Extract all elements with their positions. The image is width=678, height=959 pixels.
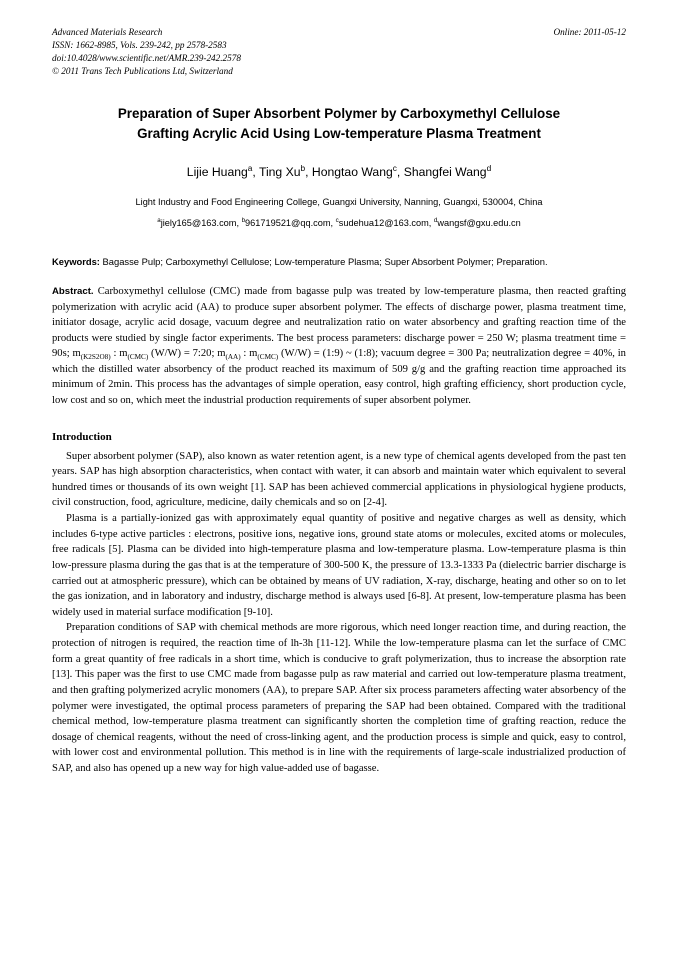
page-header bbox=[52, 26, 626, 78]
intro-paragraph-2: Plasma is a partially-ionized gas with approximately equal quantity of positive and negative charges as well as density, which includes 6-type active particles : electrons, positive ions, negative ions, ground state atoms or molecules, excited atoms or molecules, free radicals [5]. Plasma can be divided into high-temperature plasma and low-temperature plasma. Low-temperature plasma is thin low-pressure plasma during the gas that is at the temperature of 300-500 K, the pressure of 13.3-1333 Pa (dielectric barrier discharge is carried out at atmospheric pressure), which can be obtained by means of UV radiation, X-ray, discharge, heating and other so on to let the gas ionization, and in laboratory and industry, discharge method is always used [6-8]. At present, low-temperature plasma has been widely used in material surface modification [9-10]. bbox=[52, 513, 626, 618]
abstract-block bbox=[52, 284, 626, 409]
abstract-subscript-4: (CMC) bbox=[257, 353, 279, 362]
author-affil-mark: b bbox=[300, 163, 306, 174]
abstract-text-2: : m bbox=[110, 348, 128, 360]
abstract-text-5: (W/W) = (1:9) ~ (1:8); vacuum degree = 300 Pa; neutralization degree = 40%, in which the distilled water absorbency of the product reached its maximum of 509 g/g and the grafting reaction time approached its minimum of 2min. This process has the advantages of simple operation, easy control, high grafting efficiency, short production cycle, low cost and so on, which meet the industrial production requirements of super absorbent polymer. bbox=[52, 348, 626, 406]
online-date: Online: 2011-05-12 bbox=[553, 27, 626, 37]
author-name: Hongtao Wang bbox=[311, 165, 393, 180]
author-affil-mark: a bbox=[247, 163, 253, 174]
keywords-label: Keywords: bbox=[52, 255, 100, 267]
author-name: Lijie Huang bbox=[186, 165, 248, 180]
author-entry bbox=[404, 165, 492, 179]
author-name: Ting Xu bbox=[258, 165, 301, 180]
abstract-text-1: Carboxymethyl cellulose (CMC) made from bagasse pulp was treated by low-temperature plasma, then reacted grafting polymerization with acrylic acid (AA) to produce super absorbent polymer. The effects of discharge power, plasma treatment time, initiator dosage, acrylic acid dosage, vacuum degree and neutralization ratio on water absorbency and grafting reaction time of the products were studied by single factor experiments. The best process parameters: discharge power = 250 W; plasma treatment time = 90s; m bbox=[52, 286, 626, 360]
abstract-subscript-3: (AA) bbox=[225, 353, 241, 362]
section-heading-introduction: Introduction bbox=[52, 430, 112, 443]
author-separator: , bbox=[305, 165, 312, 180]
email-list bbox=[52, 217, 626, 231]
abstract-subscript-1: (K2S2O8) bbox=[80, 353, 111, 362]
title-line-2: Grafting Acrylic Acid Using Low-temperature Plasma Treatment bbox=[137, 125, 541, 141]
abstract-text-3: (W/W) = 7:20; m bbox=[148, 348, 226, 360]
author-name: Shangfei Wang bbox=[403, 165, 487, 180]
author-separator: , bbox=[252, 165, 259, 180]
keywords-text: Bagasse Pulp; Carboxymethyl Cellulose; Low-temperature Plasma; Super Absorbent Polymer; Preparation. bbox=[99, 255, 548, 267]
abstract-label: Abstract. bbox=[52, 286, 94, 298]
abstract-text-4: : m bbox=[240, 348, 258, 360]
author-affil-mark: c bbox=[392, 163, 397, 174]
author-affil-mark: d bbox=[486, 163, 492, 174]
title-line-1: Preparation of Super Absorbent Polymer by Carboxymethyl Cellulose bbox=[117, 106, 561, 122]
email-mark: b bbox=[241, 216, 246, 224]
abstract-subscript-2: (CMC) bbox=[127, 353, 149, 362]
journal-name: Advanced Materials Research bbox=[52, 27, 163, 37]
email-address[interactable]: jiely165@163.com, bbox=[160, 217, 239, 228]
affiliation: Light Industry and Food Engineering College, Guangxi University, Nanning, Guangxi, 530004, China bbox=[135, 197, 543, 208]
author-entry bbox=[312, 165, 404, 179]
author-separator: , bbox=[396, 165, 404, 180]
email-address[interactable]: 961719521@qq.com, bbox=[245, 217, 334, 228]
email-mark: a bbox=[157, 216, 161, 224]
copyright-line: © 2011 Trans Tech Publications Ltd, Switzerland bbox=[52, 66, 233, 77]
email-mark: d bbox=[433, 216, 438, 224]
author-list bbox=[52, 165, 626, 179]
issn-line: ISSN: 1662-8985, Vols. 239-242, pp 2578-2583 bbox=[52, 40, 227, 51]
author-entry bbox=[187, 165, 259, 179]
email-address[interactable]: wangsf@gxu.edu.cn bbox=[437, 217, 521, 228]
header-left-block bbox=[52, 26, 241, 78]
keywords-block bbox=[52, 255, 626, 269]
author-entry bbox=[259, 165, 312, 179]
intro-paragraph-1: Super absorbent polymer (SAP), also known as water retention agent, is a new type of chemical agents developed from the past ten years. SAP has high absorption characteristics, when contact with water, it can absorb and maintain water which equivalent to several hundred times or thousands of its own weight [1]. SAP has been achieved commercial applications in physiological hygiene products, civil construction, food, agriculture, medicine, daily chemicals and so on [2-4]. bbox=[52, 450, 626, 509]
page-title bbox=[52, 104, 626, 143]
intro-paragraph-3: Preparation conditions of SAP with chemical methods are more rigorous, which need longer reaction time, and during reaction, the protection of nitrogen is required, the reaction time of lh-3h [11-12]. While the low-temperature plasma can let the surface of CMC form a great quantity of free radicals in a short time, which is conducive to graft polymerization, thus to increase the absorption rate [13]. This paper was the first to use CMC made from bagasse pulp as raw material and carried out low-temperature plasma treatment, and then grafting polymerized acrylic monomers (AA), to prepare SAP. After six process parameters affecting water absorbency of the polymer were investigated, the optimal process parameters of preparing the SAP had been obtained. Compared with the traditional chemical method, low-temperature plasma treatment can significantly shorten the completion time of grafting reaction, reduce the dosage of chemical reagents, without the need of cross-linking agent, and the production process is simple and quick, easy to control, with lower cost and environmental pollution. This method is in line with the requirements of large-scale industrialized production of SAP, and also has opened up a new way for high value-added use of bagasse. bbox=[52, 622, 626, 775]
email-address[interactable]: sudehua12@163.com, bbox=[338, 217, 432, 228]
email-mark: c bbox=[335, 216, 339, 224]
doi-line: doi:10.4028/www.scientific.net/AMR.239-242.2578 bbox=[52, 53, 241, 64]
